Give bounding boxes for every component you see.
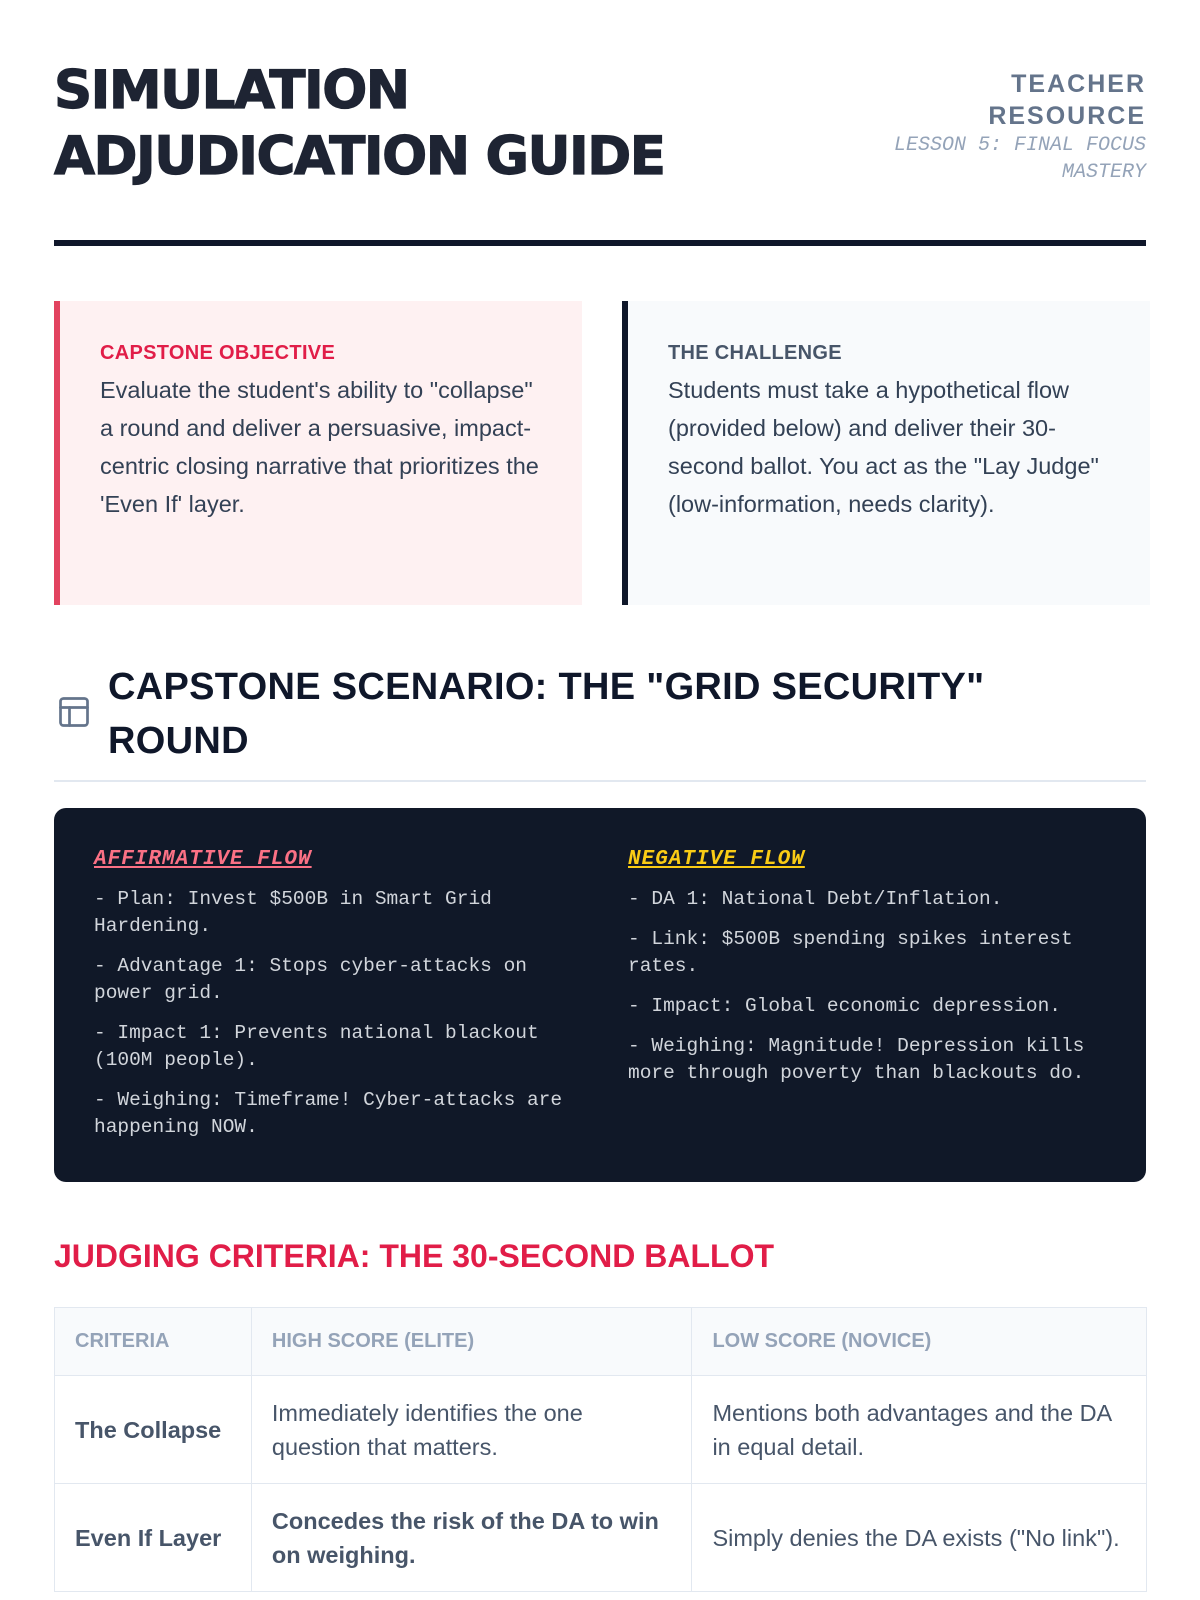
header-divider xyxy=(54,240,1146,246)
page-title xyxy=(54,58,814,190)
affirmative-flow-title: AFFIRMATIVE FLOW xyxy=(94,848,312,871)
challenge-card xyxy=(622,301,1150,605)
low-score-cell: Simply denies the DA exists ("No link"). xyxy=(692,1484,1147,1592)
flow-item: - Plan: Invest $500B in Smart Grid Hardening. xyxy=(94,888,492,937)
flow-panel xyxy=(54,808,1146,1182)
flow-item: - Weighing: Timeframe! Cyber-attacks are happening NOW. xyxy=(94,1089,563,1138)
column-header-high-score: HIGH SCORE (ELITE) xyxy=(251,1308,692,1376)
objective-text: Evaluate the student's ability to "collapse" a round and deliver a persuasive, impact-centric closing narrative that prioritizes the 'Even If' layer. xyxy=(100,377,539,517)
column-header-low-score: LOW SCORE (NOVICE) xyxy=(692,1308,1147,1376)
resource-label xyxy=(866,68,1146,132)
high-score-cell: Immediately identifies the one question that matters. xyxy=(251,1376,692,1484)
negative-flow-title: NEGATIVE FLOW xyxy=(628,848,805,871)
table-row xyxy=(55,1484,1147,1592)
table-row xyxy=(55,1376,1147,1484)
resource-label-line-2: RESOURCE xyxy=(988,102,1146,130)
resource-meta xyxy=(866,68,1146,186)
criteria-title: JUDGING CRITERIA: THE 30-SECOND BALLOT xyxy=(54,1238,775,1274)
lesson-label xyxy=(866,132,1146,186)
criteria-name: Even If Layer xyxy=(55,1484,252,1592)
challenge-text: Students must take a hypothetical flow (provided below) and deliver their 30-second ballot. You act as the "Lay Judge" (low-information, needs clarity). xyxy=(668,377,1099,517)
layout-icon xyxy=(56,694,92,730)
scenario-title: CAPSTONE SCENARIO: THE "GRID SECURITY" ROUND xyxy=(108,666,985,762)
column-header-criteria: CRITERIA xyxy=(55,1308,252,1376)
negative-flow xyxy=(628,846,1098,1100)
challenge-label: THE CHALLENGE xyxy=(668,342,842,364)
objective-label: CAPSTONE OBJECTIVE xyxy=(100,342,336,364)
resource-label-line-1: TEACHER xyxy=(1011,70,1146,98)
page-header xyxy=(54,58,1146,248)
flow-item: - Impact: Global economic depression. xyxy=(628,995,1061,1017)
flow-item: - Link: $500B spending spikes interest rates. xyxy=(628,928,1073,977)
lesson-label-line-2: MASTERY xyxy=(1061,161,1146,184)
objective-card xyxy=(54,301,582,605)
scenario-header xyxy=(54,660,1146,782)
flow-item: - Impact 1: Prevents national blackout (100M people). xyxy=(94,1022,539,1071)
flow-item: - DA 1: National Debt/Inflation. xyxy=(628,888,1003,910)
criteria-table xyxy=(54,1307,1147,1592)
criteria-name: The Collapse xyxy=(55,1376,252,1484)
lesson-label-line-1: LESSON 5: FINAL FOCUS xyxy=(893,134,1146,157)
low-score-cell: Mentions both advantages and the DA in equal detail. xyxy=(692,1376,1147,1484)
flow-item: - Advantage 1: Stops cyber-attacks on power grid. xyxy=(94,955,527,1004)
flow-item: - Weighing: Magnitude! Depression kills more through poverty than blackouts do. xyxy=(628,1035,1085,1084)
page-title-line-2: ADJUDICATION GUIDE xyxy=(54,126,665,187)
table-header-row xyxy=(55,1308,1147,1376)
high-score-cell: Concedes the risk of the DA to win on weighing. xyxy=(251,1484,692,1592)
affirmative-flow xyxy=(94,846,564,1154)
page-title-line-1: SIMULATION xyxy=(54,60,409,121)
